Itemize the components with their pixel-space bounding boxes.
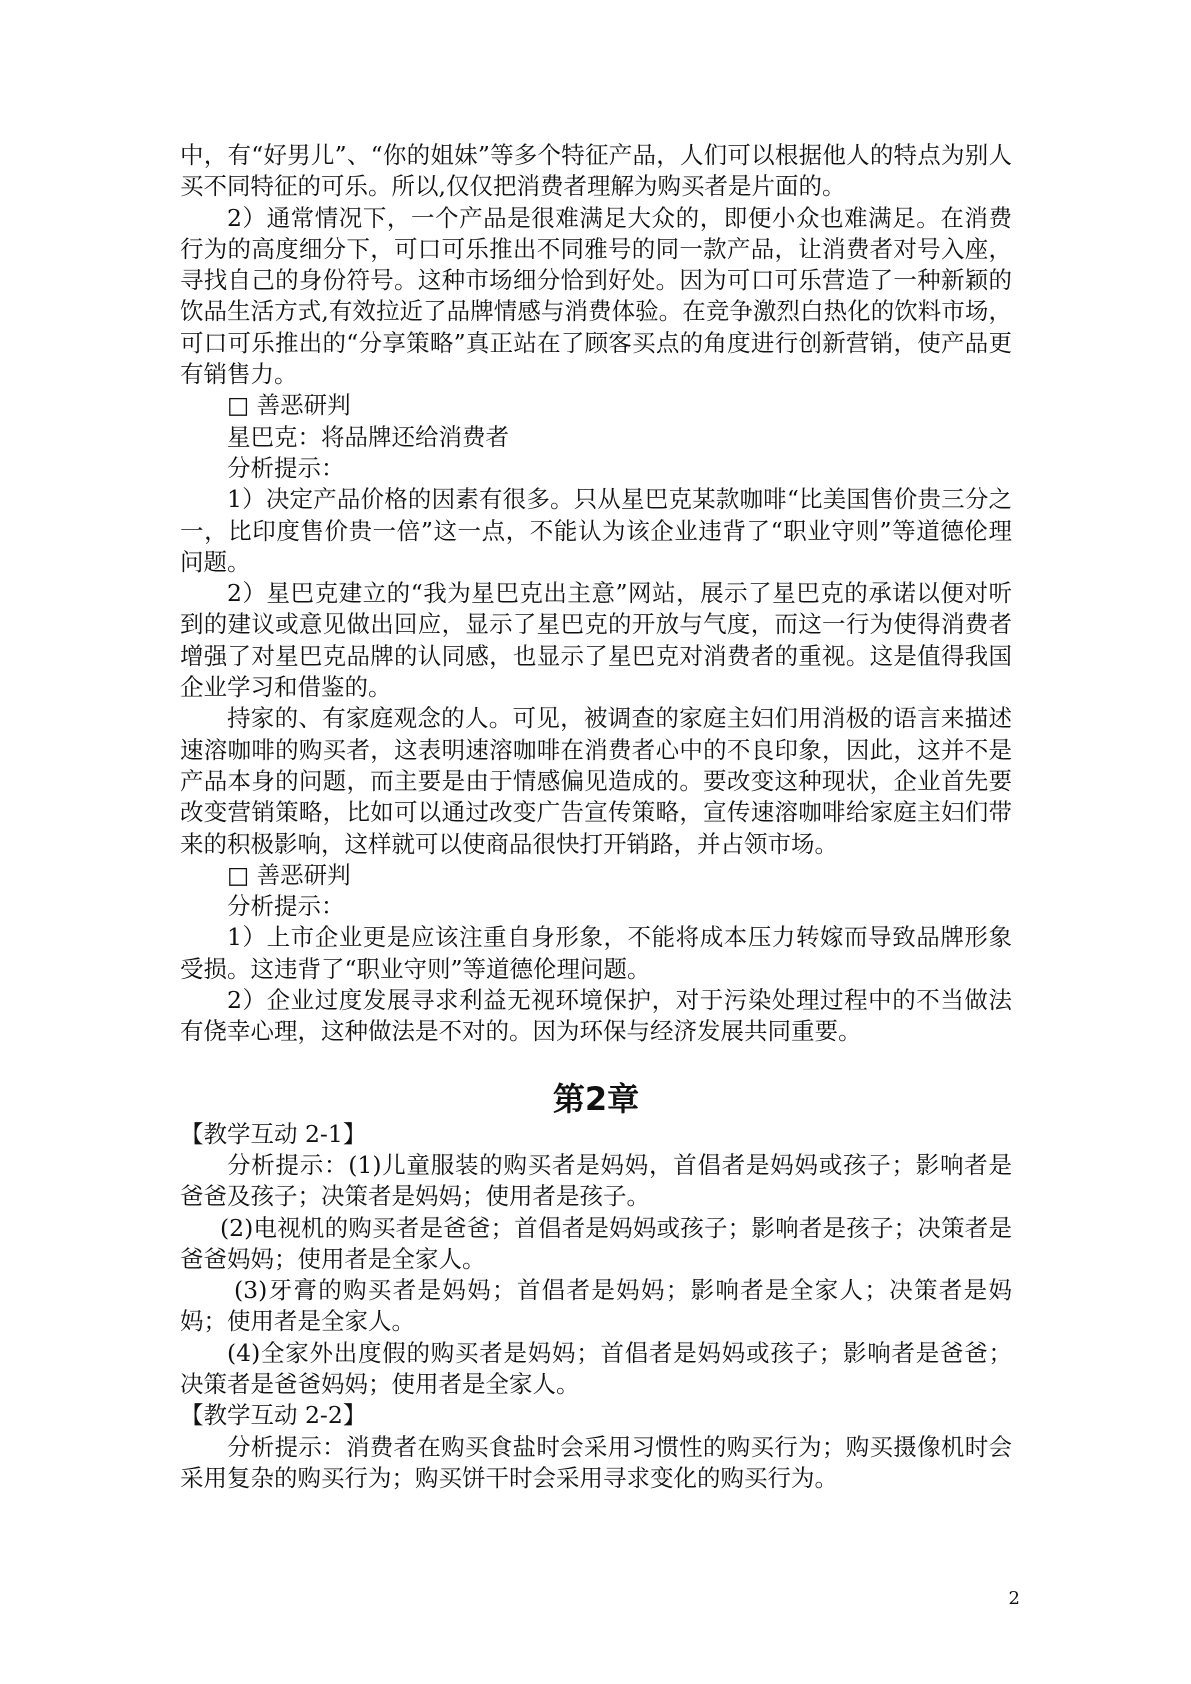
paragraph: 2）企业过度发展寻求利益无视环境保护，对于污染处理过程中的不当做法有侥幸心理，这种做法是不对的。因为环保与经济发展共同重要。 (180, 986, 1012, 1046)
analysis-label: 分析提示： (227, 892, 345, 921)
checkbox-heading: □ 善恶研判 (227, 860, 351, 889)
paragraph: 2）星巴克建立的“我为星巴克出主意”网站，展示了星巴克的承诺以便对听到的建议或意见做出回应，显示了星巴克的开放与气度，而这一行为使得消费者增强了对星巴克品牌的认同感，也显示了星巴克对消费者的重视。这是值得我国企业学习和借鉴的。 (180, 579, 1012, 702)
paragraph: (3)牙膏的购买者是妈妈；首倡者是妈妈；影响者是全家人；决策者是妈妈；使用者是全家人。 (180, 1276, 1012, 1336)
paragraph: 持家的、有家庭观念的人。可见，被调查的家庭主妇们用消极的语言来描述速溶咖啡的购买者，这表明速溶咖啡在消费者心中的不良印象，因此，这并不是产品本身的问题，而主要是由于情感偏见造成的。要改变这种现状，企业首先要改变营销策略，比如可以通过改变广告宣传策略，宣传速溶咖啡给家庭主妇们带来的积极影响，这样就可以使商品很快打开销路，并占领市场。 (180, 704, 1012, 858)
interaction-heading: 【教学互动 2-2】 (180, 1401, 367, 1430)
paragraph: 1）上市企业更是应该注重自身形象，不能将成本压力转嫁而导致品牌形象受损。这违背了“职业守则”等道德伦理问题。 (180, 923, 1012, 983)
page-content (180, 140, 1012, 1494)
interaction-heading: 【教学互动 2-1】 (180, 1119, 367, 1148)
page-number: 2 (1008, 1588, 1020, 1609)
paragraph: 分析提示：消费者在购买食盐时会采用习惯性的购买行为；购买摄像机时会采用复杂的购买行为；购买饼干时会采用寻求变化的购买行为。 (180, 1432, 1012, 1492)
paragraph: 中，有“好男儿”、“你的姐妹”等多个特征产品，人们可以根据他人的特点为别人买不同特征的可乐。所以,仅仅把消费者理解为购买者是片面的。 (180, 141, 1012, 201)
checkbox-heading: □ 善恶研判 (227, 391, 351, 420)
paragraph: 分析提示：(1)儿童服装的购买者是妈妈，首倡者是妈妈或孩子；影响者是爸爸及孩子；决策者是妈妈；使用者是孩子。 (180, 1150, 1012, 1211)
chapter-title: 第2章 (552, 1079, 640, 1118)
paragraph: 1）决定产品价格的因素有很多。只从星巴克某款咖啡“比美国售价贵三分之一，比印度售价贵一倍”这一点，不能认为该企业违背了“职业守则”等道德伦理问题。 (180, 485, 1012, 576)
case-title: 星巴克：将品牌还给消费者 (227, 422, 509, 451)
paragraph: 2）通常情况下，一个产品是很难满足大众的，即便小众也难满足。在消费行为的高度细分下，可口可乐推出不同雅号的同一款产品，让消费者对号入座，寻找自己的身份符号。这种市场细分恰到好处。因为可口可乐营造了一种新颖的饮品生活方式,有效拉近了品牌情感与消费体验。在竞争激烈白热化的饮料市场，可口可乐推出的“分享策略”真正站在了顾客买点的角度进行创新营销，使产品更有销售力。 (180, 203, 1012, 389)
analysis-label: 分析提示： (227, 453, 345, 482)
paragraph: (4)全家外出度假的购买者是妈妈；首倡者是妈妈或孩子；影响者是爸爸；决策者是爸爸妈妈；使用者是全家人。 (180, 1338, 1012, 1398)
paragraph: (2)电视机的购买者是爸爸；首倡者是妈妈或孩子；影响者是孩子；决策者是爸爸妈妈；使用者是全家人。 (180, 1213, 1012, 1273)
